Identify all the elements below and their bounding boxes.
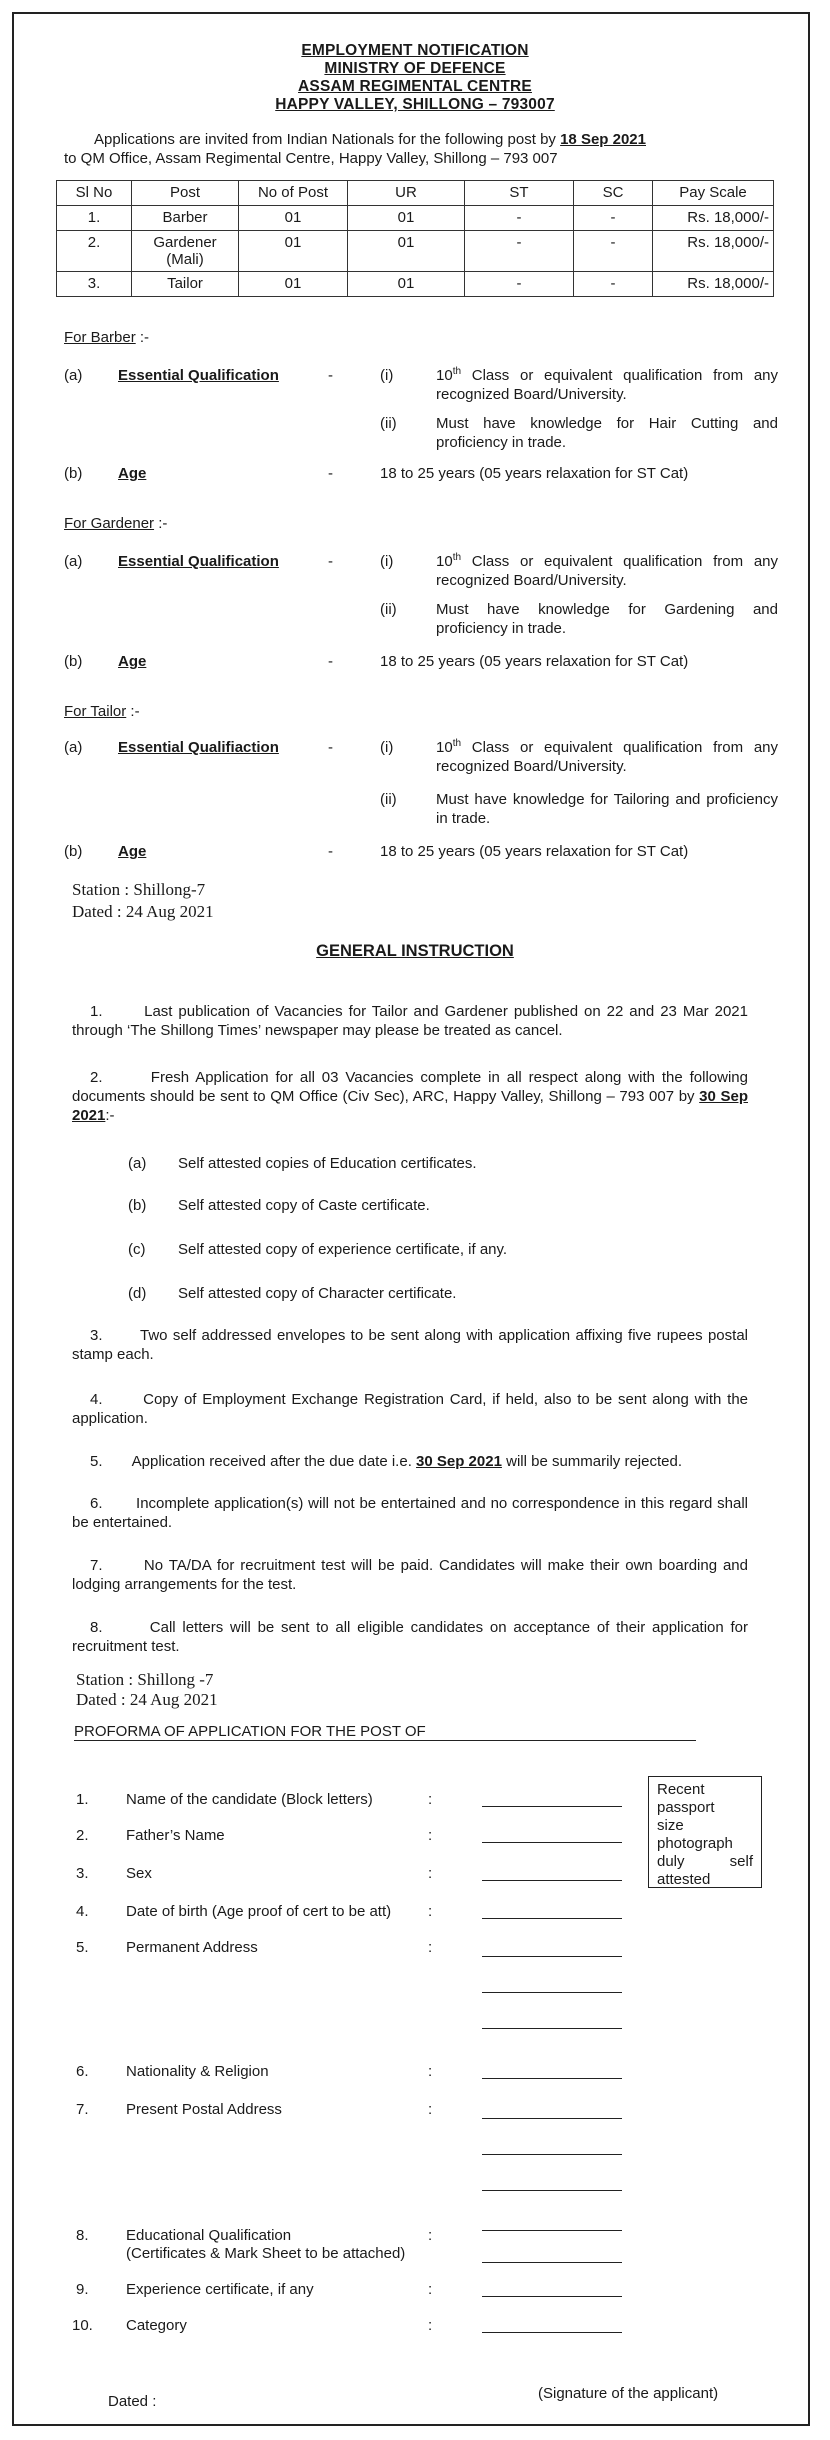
field-colon: : bbox=[428, 2101, 433, 2118]
cell-pay: Rs. 18,000/- bbox=[653, 231, 774, 272]
q1-sup: th bbox=[452, 552, 462, 563]
dash: - bbox=[328, 739, 333, 756]
sub-number: (ii) bbox=[380, 791, 397, 808]
q1-sup: th bbox=[452, 738, 462, 749]
field-number: 2. bbox=[76, 1827, 89, 1844]
instruction-1: 1. Last publication of Vacancies for Tailor and Gardener published on 22 and 23 Mar 2021 through ‘The Shillong Times’ newspaper may please be treated as cancel. bbox=[72, 1003, 748, 1039]
instruction-2 bbox=[72, 1068, 748, 1125]
cell-ur: 01 bbox=[348, 272, 465, 297]
cell-no: 01 bbox=[239, 231, 348, 272]
sub-item-letter: (b) bbox=[128, 1197, 147, 1214]
nationality-input-line[interactable] bbox=[482, 2078, 622, 2079]
item-letter: (b) bbox=[64, 653, 83, 670]
sub-number: (i) bbox=[380, 367, 394, 384]
col-header: ST bbox=[465, 181, 574, 206]
cell-no: 01 bbox=[239, 206, 348, 231]
header-line-3: ASSAM REGIMENTAL CENTRE bbox=[298, 78, 532, 95]
field-number: 8. bbox=[76, 2227, 89, 2244]
qualification-1 bbox=[436, 552, 778, 590]
cell-pay: Rs. 18,000/- bbox=[653, 272, 774, 297]
dated-line: Dated : 24 Aug 2021 bbox=[72, 902, 214, 921]
table-row bbox=[57, 231, 774, 272]
qualification-1 bbox=[436, 738, 778, 776]
col-header: UR bbox=[348, 181, 465, 206]
field-label-category: Category bbox=[126, 2317, 187, 2334]
q1-post: Class or equivalent qualification from any recognized Board/University. bbox=[436, 739, 778, 775]
instruction-2-text: 2. Fresh Application for all 03 Vacancies complete in all respect along with the following documents should be sent to QM Office (Civ Sec), ARC, Happy Valley, Shillong – 793 007 by bbox=[72, 1069, 748, 1105]
postal-address-line-1[interactable] bbox=[482, 2118, 622, 2119]
instruction-8: 8. Call letters will be sent to all eligible candidates on acceptance of their application for recruitment test. bbox=[72, 1619, 748, 1655]
cell-sc: - bbox=[574, 206, 653, 231]
general-instruction-title: GENERAL INSTRUCTION bbox=[316, 942, 514, 960]
field-colon: : bbox=[428, 2227, 433, 2244]
dash: - bbox=[328, 553, 333, 570]
category-input-line[interactable] bbox=[482, 2332, 622, 2333]
field-number: 7. bbox=[76, 2101, 89, 2118]
intro-deadline: 18 Sep 2021 bbox=[560, 131, 646, 148]
intro-text: Applications are invited from Indian Nationals for the following post by bbox=[94, 131, 561, 148]
instruction-5-suffix: will be summarily rejected. bbox=[501, 1453, 682, 1470]
dash: - bbox=[328, 367, 333, 384]
col-header: Pay Scale bbox=[653, 181, 774, 206]
posts-table bbox=[56, 180, 774, 297]
dash: - bbox=[328, 843, 333, 860]
instruction-6: 6. Incomplete application(s) will not be entertained and no correspondence in this regard shall be entertained. bbox=[72, 1495, 748, 1531]
photo-text-row bbox=[657, 1853, 753, 1871]
sub-item-text: Self attested copy of Character certificate. bbox=[178, 1285, 457, 1302]
age-label: Age bbox=[118, 843, 147, 860]
field-number: 10. bbox=[72, 2317, 93, 2334]
instruction-5 bbox=[72, 1452, 748, 1471]
permanent-address-line-1[interactable] bbox=[482, 1956, 622, 1957]
cell-pay: Rs. 18,000/- bbox=[653, 206, 774, 231]
cell-ur: 01 bbox=[348, 206, 465, 231]
field-colon: : bbox=[428, 1939, 433, 1956]
cell-ur: 01 bbox=[348, 231, 465, 272]
photo-text: passport bbox=[657, 1799, 715, 1816]
cell-st: - bbox=[465, 206, 574, 231]
qualification-2: Must have knowledge for Tailoring and proficiency in trade. bbox=[436, 791, 778, 827]
section-heading-gardener bbox=[64, 514, 167, 533]
q1-pre: 10 bbox=[436, 367, 453, 384]
cell-st: - bbox=[465, 231, 574, 272]
photo-text: size bbox=[657, 1817, 684, 1834]
instruction-3: 3. Two self addressed envelopes to be sent along with application affixing five rupees postal stamp each. bbox=[72, 1327, 748, 1363]
cell-sl: 3. bbox=[57, 272, 132, 297]
essential-qualification-label: Essential Qualification bbox=[118, 367, 279, 384]
table-row bbox=[57, 206, 774, 231]
essential-qualification-label: Essential Qualification bbox=[118, 553, 279, 570]
cell-st: - bbox=[465, 272, 574, 297]
section-heading-text: For Gardener bbox=[64, 515, 155, 532]
sub-item-letter: (c) bbox=[128, 1241, 146, 1258]
field-colon: : bbox=[428, 1791, 433, 1808]
sub-item-letter: (d) bbox=[128, 1285, 147, 1302]
field-label-experience: Experience certificate, if any bbox=[126, 2281, 314, 2298]
q1-post: Class or equivalent qualification from any recognized Board/University. bbox=[436, 553, 778, 589]
experience-input-line[interactable] bbox=[482, 2296, 622, 2297]
field-number: 6. bbox=[76, 2063, 89, 2080]
photo-text: attested bbox=[657, 1871, 711, 1888]
qualification-1 bbox=[436, 366, 778, 404]
field-colon: : bbox=[428, 2317, 433, 2334]
age-label: Age bbox=[118, 653, 147, 670]
cell-post-line2: (Mali) bbox=[166, 251, 204, 268]
permanent-address-line-3[interactable] bbox=[482, 2028, 622, 2029]
header-line-1: EMPLOYMENT NOTIFICATION bbox=[301, 42, 529, 59]
intro-line-1 bbox=[94, 130, 794, 149]
field-colon: : bbox=[428, 1903, 433, 1920]
cell-post: Tailor bbox=[132, 272, 239, 297]
name-input-line[interactable] bbox=[482, 1806, 622, 1807]
photo-text: self bbox=[729, 1853, 753, 1870]
instruction-4: 4. Copy of Employment Exchange Registration Card, if held, also to be sent along with the application. bbox=[72, 1391, 748, 1427]
dash: - bbox=[328, 465, 333, 482]
q1-sup: th bbox=[452, 366, 462, 377]
postal-address-line-2[interactable] bbox=[482, 2154, 622, 2155]
instruction-2-suffix: :- bbox=[105, 1107, 115, 1124]
item-letter: (a) bbox=[64, 739, 83, 756]
dated-line-2: Dated : 24 Aug 2021 bbox=[76, 1690, 218, 1709]
section-heading-suffix: :- bbox=[139, 329, 150, 346]
father-name-input-line[interactable] bbox=[482, 1842, 622, 1843]
field-number: 1. bbox=[76, 1791, 89, 1808]
q1-pre: 10 bbox=[436, 553, 453, 570]
age-label: Age bbox=[118, 465, 147, 482]
age-value: 18 to 25 years (05 years relaxation for ST Cat) bbox=[380, 653, 689, 670]
col-header: No of Post bbox=[239, 181, 348, 206]
sub-number: (ii) bbox=[380, 601, 397, 618]
field-colon: : bbox=[428, 1865, 433, 1882]
footer-dated: Dated : bbox=[108, 2393, 157, 2410]
qualification-2: Must have knowledge for Hair Cutting and proficiency in trade. bbox=[436, 415, 778, 451]
instruction-5-date: 30 Sep 2021 bbox=[416, 1453, 502, 1470]
station-line-2: Station : Shillong -7 bbox=[76, 1670, 214, 1689]
col-header: Sl No bbox=[57, 181, 132, 206]
field-label-nationality: Nationality & Religion bbox=[126, 2063, 269, 2080]
education-line-1[interactable] bbox=[482, 2230, 622, 2231]
instruction-5-text: 5. Application received after the due date i.e. bbox=[90, 1453, 417, 1470]
intro-line-2: to QM Office, Assam Regimental Centre, Happy Valley, Shillong – 793 007 bbox=[64, 150, 558, 167]
dash: - bbox=[328, 653, 333, 670]
field-label-education: Educational Qualification bbox=[126, 2227, 292, 2244]
dob-input-line[interactable] bbox=[482, 1918, 622, 1919]
section-heading-suffix: :- bbox=[130, 703, 140, 720]
station-line: Station : Shillong-7 bbox=[72, 880, 206, 899]
item-letter: (b) bbox=[64, 465, 83, 482]
proforma-title-underline bbox=[74, 1740, 696, 1741]
field-colon: : bbox=[428, 2281, 433, 2298]
photo-text: photograph bbox=[657, 1835, 733, 1852]
qualification-2: Must have knowledge for Gardening and proficiency in trade. bbox=[436, 601, 778, 637]
section-heading-text: For Tailor bbox=[64, 703, 127, 720]
photo-text: duly bbox=[657, 1853, 685, 1870]
field-label-education-note: (Certificates & Mark Sheet to be attached) bbox=[126, 2245, 406, 2262]
photo-box bbox=[648, 1776, 762, 1888]
item-letter: (a) bbox=[64, 367, 83, 384]
sub-number: (ii) bbox=[380, 415, 397, 432]
field-label-postal-address: Present Postal Address bbox=[126, 2101, 282, 2118]
field-colon: : bbox=[428, 2063, 433, 2080]
col-header: SC bbox=[574, 181, 653, 206]
sex-input-line[interactable] bbox=[482, 1880, 622, 1881]
age-value: 18 to 25 years (05 years relaxation for ST Cat) bbox=[380, 843, 689, 860]
field-number: 5. bbox=[76, 1939, 89, 1956]
field-colon: : bbox=[428, 1827, 433, 1844]
q1-pre: 10 bbox=[436, 739, 453, 756]
cell-sc: - bbox=[574, 231, 653, 272]
essential-qualification-label: Essential Qualifiaction bbox=[118, 739, 279, 756]
sub-number: (i) bbox=[380, 739, 394, 756]
cell-no: 01 bbox=[239, 272, 348, 297]
field-number: 9. bbox=[76, 2281, 89, 2298]
item-letter: (b) bbox=[64, 843, 83, 860]
table-row bbox=[57, 272, 774, 297]
field-label-father: Father’s Name bbox=[126, 1827, 225, 1844]
postal-address-line-3[interactable] bbox=[482, 2190, 622, 2191]
section-heading-suffix: :- bbox=[158, 515, 168, 532]
section-heading-barber bbox=[64, 328, 149, 347]
header-line-4: HAPPY VALLEY, SHILLONG – 793007 bbox=[275, 96, 555, 113]
header-line-2: MINISTRY OF DEFENCE bbox=[324, 60, 506, 77]
sub-item-text: Self attested copy of experience certificate, if any. bbox=[178, 1241, 508, 1258]
cell-post bbox=[132, 231, 239, 272]
photo-text: Recent bbox=[657, 1781, 705, 1798]
instruction-2-date: 30 Sep 2021 bbox=[72, 1088, 748, 1124]
permanent-address-line-2[interactable] bbox=[482, 1992, 622, 1993]
field-number: 3. bbox=[76, 1865, 89, 1882]
sub-item-text: Self attested copy of Caste certificate. bbox=[178, 1197, 430, 1214]
cell-post-line1: Gardener bbox=[153, 234, 217, 251]
q1-post: Class or equivalent qualification from any recognized Board/University. bbox=[436, 367, 778, 403]
field-label-dob: Date of birth (Age proof of cert to be att) bbox=[126, 1903, 392, 1920]
section-heading-text: For Barber bbox=[64, 329, 136, 346]
col-header: Post bbox=[132, 181, 239, 206]
sub-item-text: Self attested copies of Education certificates. bbox=[178, 1155, 477, 1172]
cell-sl: 2. bbox=[57, 231, 132, 272]
cell-sl: 1. bbox=[57, 206, 132, 231]
field-label-sex: Sex bbox=[126, 1865, 152, 1882]
field-label-name: Name of the candidate (Block letters) bbox=[126, 1791, 373, 1808]
section-heading-tailor bbox=[64, 702, 140, 721]
cell-post: Barber bbox=[132, 206, 239, 231]
table-header-row bbox=[57, 181, 774, 206]
education-line-2[interactable] bbox=[482, 2262, 622, 2263]
sub-number: (i) bbox=[380, 553, 394, 570]
item-letter: (a) bbox=[64, 553, 83, 570]
sub-item-letter: (a) bbox=[128, 1155, 147, 1172]
instruction-7: 7. No TA/DA for recruitment test will be paid. Candidates will make their own boarding and lodging arrangements for the test. bbox=[72, 1557, 748, 1593]
signature-label: (Signature of the applicant) bbox=[538, 2385, 719, 2402]
cell-sc: - bbox=[574, 272, 653, 297]
proforma-title: PROFORMA OF APPLICATION FOR THE POST OF bbox=[74, 1723, 426, 1740]
field-label-permanent-address: Permanent Address bbox=[126, 1939, 258, 1956]
field-number: 4. bbox=[76, 1903, 89, 1920]
age-value: 18 to 25 years (05 years relaxation for ST Cat) bbox=[380, 465, 689, 482]
